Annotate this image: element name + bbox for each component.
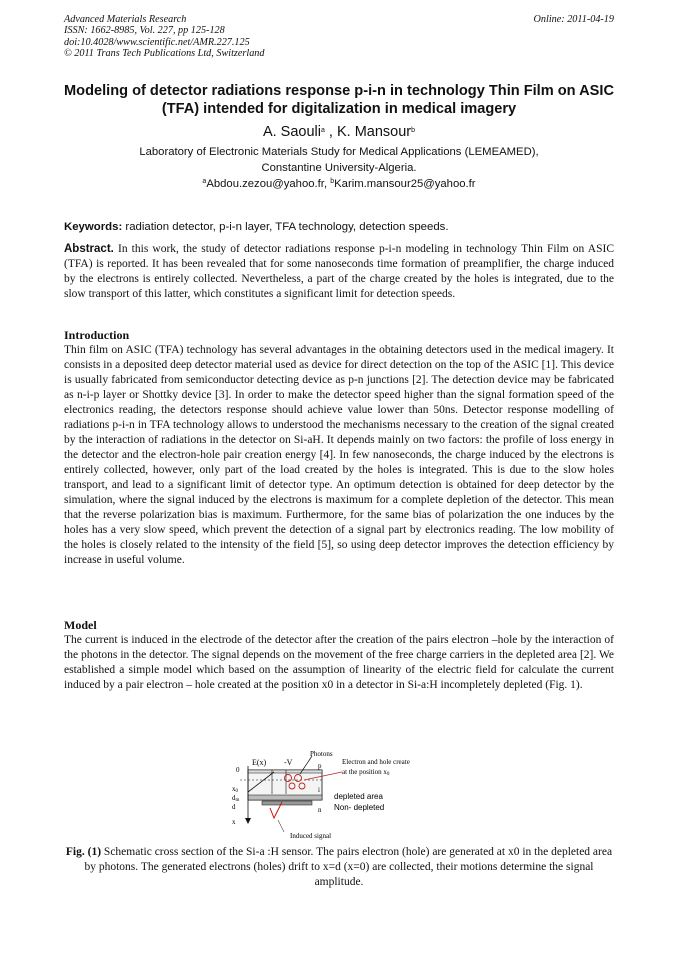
author-superscript: a — [320, 127, 325, 134]
label-p: p — [318, 762, 322, 770]
affiliation-line: Constantine University-Algeria. — [261, 162, 417, 174]
p-layer — [248, 770, 322, 773]
keywords-label: Keywords: — [64, 221, 123, 233]
label-zero: 0 — [236, 766, 240, 774]
label-x: x — [232, 818, 236, 826]
header-line: © 2011 Trans Tech Publications Ltd, Switzerland — [64, 48, 265, 60]
abstract-text: In this work, the study of detector radiations response p-i-n modeling in technology Thin Film on ASIC (TFA) is reported. It has been revealed that for some nanoseconds time formation of preamplifier, the charge induced by the electrons is entirely collected. Nevertheless, a part of the charge created by the holes is integrated, due to the slow transport of this latter, which constitutes a significant limit for detection speeds. — [64, 243, 614, 300]
non-depleted-layer — [248, 795, 322, 800]
x-axis-arrowhead — [245, 818, 251, 824]
header-line: doi:10.4028/www.scientific.net/AMR.227.125 — [64, 36, 250, 48]
n-electrode — [262, 801, 312, 805]
induced-signal-pointer — [278, 820, 284, 832]
author-name: K. Mansour — [336, 124, 412, 140]
email-separator: , — [323, 178, 331, 190]
email-link[interactable]: Karim.mansour25@yahoo.fr — [334, 178, 476, 190]
label-photons: Photons — [310, 750, 333, 758]
label-induced-signal: Induced signal — [290, 832, 332, 840]
email-superscript: b — [330, 178, 335, 185]
online-date: Online: 2011-04-19 — [533, 14, 614, 25]
label-x0: x0 — [232, 785, 238, 794]
author-list — [52, 124, 626, 140]
sensor-cross-section-figure — [222, 748, 462, 844]
label-ex: E(x) — [252, 758, 267, 767]
abstract — [64, 242, 614, 302]
section-heading-introduction: Introduction — [64, 328, 130, 342]
figure-caption-text: Schematic cross section of the Si-a :H sensor. The pairs electron (hole) are generated at x0 in the depleted area by photons. The generated electrons (holes) drift to x=d (x=0) are collected, their motions determine the signal amplitude. — [84, 846, 613, 888]
header-line: Advanced Materials Research — [64, 14, 187, 25]
label-non-depleted: Non- depleted — [334, 803, 385, 812]
label-bias: -V — [284, 758, 293, 767]
author-name: A. Saouli — [262, 124, 321, 140]
email-link[interactable]: Abdou.zezou@yahoo.fr — [206, 178, 324, 190]
label-depleted-area: depleted area — [334, 792, 383, 801]
affiliation-line: Laboratory of Electronic Materials Study for Medical Applications (LEMEAMED), — [139, 146, 539, 158]
label-creation-line2: at the position x0 — [342, 768, 390, 777]
email-superscript: a — [202, 178, 207, 185]
author-emails — [52, 178, 626, 190]
abstract-label: Abstract. — [64, 243, 114, 255]
figure-caption — [64, 845, 614, 890]
author-separator: , — [324, 124, 337, 140]
label-i: i — [318, 786, 320, 794]
figure-caption-label: Fig. (1) — [65, 846, 102, 858]
affiliation — [52, 144, 626, 176]
author-superscript: b — [411, 127, 416, 134]
model-text: The current is induced in the electrode of the detector after the creation of the pairs electron –hole by the interaction of the photons in the detector. The signal depends on the movement of the free charge carriers in the depleted area [2]. We established a simple model which based on the assumption of linearity of the electric field for calculate the current induced by a pair electron – hole created at the position x0 in a detector in Si-a:H incompletely depleted (Fig. 1). — [64, 634, 614, 691]
journal-header — [64, 14, 264, 60]
label-n: n — [318, 806, 322, 814]
section-heading-model: Model — [64, 618, 97, 632]
label-creation-line1: Electron and hole create — [342, 758, 410, 766]
paper-title: Modeling of detector radiations response p-i-n in technology Thin Film on ASIC (TFA) intended for digitalization in medical imagery — [64, 83, 614, 117]
introduction-text: Thin film on ASIC (TFA) technology has several advantages in the obtaining detectors used in the medical imagery. It consists in a deposited deep detector material used as device for direct detection on the top of the ASIC [1]. This device is usually fabricated from semiconductor detecting device as p-n junctions [2]. The detection device may be fabricated as n-i-p layer or Shottky device [3]. In order to make the detector speed higher than the signal formation speed of the electronics reading, the detectors response should achieve value lower than 50ns. Detector response modelling of radiations p-i-n in TFA technology allows to understood the mechanisms necessary to the creation of the signal created by the interaction of radiations in the detector on Si-aH. It depends mainly on two factors: the profile of loss energy in the detector and the electron-hole pair creation energy [4]. In few nanoseconds, the charge induced by the electrons is entirely collected, however, only part of the load created by the holes is integrated. This is due to the slow holes transport, and lead to a significant limit of detector type. An optimum detection is obtained for deep detector by the simulation, where the signal induced by the electrons is maximum for a complete depletion of the detector. This mean that the reverse polarization bias is maximum. Furthermore, for the same bias of polarization the one induces by the holes has a very slow speed, which prevent the detection of a signal part by electronics reading. The low mobility of the holes is closely related to the intensity of the field [5], so using deep detector improves the detection efficiency by increase in useful volume. — [64, 344, 614, 566]
keywords — [64, 221, 624, 233]
label-d: d — [232, 803, 236, 811]
label-dm: dm — [232, 794, 240, 803]
header-line: ISSN: 1662-8985, Vol. 227, pp 125-128 — [64, 25, 225, 37]
keywords-text: radiation detector, p-i-n layer, TFA technology, detection speeds. — [122, 221, 449, 233]
